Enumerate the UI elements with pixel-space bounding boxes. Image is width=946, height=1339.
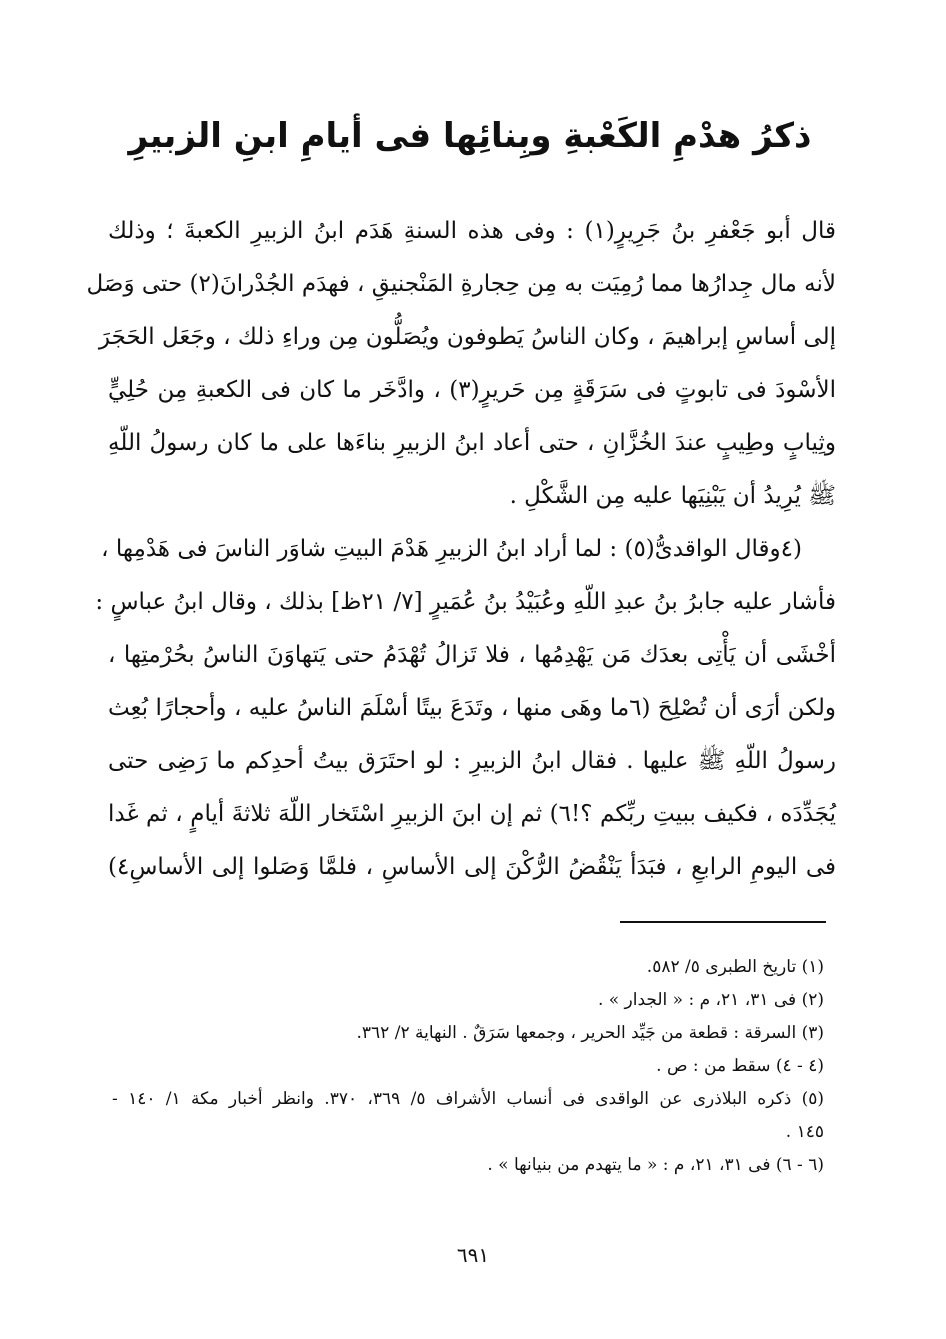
footnote: (٦ - ٦) فى ٣١، ٢١، م : « ما يتهدم من بنيانها » . — [487, 1155, 824, 1175]
chapter-title: ذكرُ هدْمِ الكَعْبةِ وبِنائِها فى أيامِ ابنِ الزبيرِ — [128, 116, 812, 156]
body-text — [86, 205, 837, 894]
footnote: (٤ - ٤) سقط من : ص . — [656, 1056, 824, 1076]
footnote: (٣) السرقة : قطعة من جَيِّد الحرير ، وجمعها سَرَقٌ . النهاية ٢/ ٣٦٢. — [356, 1023, 824, 1043]
footnote: (١) تاريخ الطبرى ٥/ ٥٨٢. — [646, 957, 824, 977]
body-line: أخْشَى أن يَأْتِى بعدَك مَن يَهْدِمُها ، فلا تَزالُ تُهْدَمُ حتى يَتهاوَنَ الناسُ بحُرْمتِها ، — [108, 642, 836, 668]
footnote: (٥) ذكره البلاذرى عن الواقدى فى أنساب الأشراف ٥/ ٣٦٩، ٣٧٠. وانظر أخبار مكة ١/ ١٤٠ - — [112, 1089, 824, 1109]
footnote-continuation: ١٤٥ . — [785, 1122, 824, 1142]
page-number: ٦٩١ — [456, 1243, 490, 1267]
body-line: فأشار عليه جابرُ بنُ عبدِ اللّهِ وعُبَيْدُ بنُ عُمَيرٍ [٧/ ٢١ظ] بذلك ، وقال ابنُ عباسٍ : — [95, 589, 836, 615]
body-line: الأسْودَ فى تابوتٍ فى سَرَقَةٍ مِن حَريرٍ(٣) ، وادَّخَر ما كان فى الكعبةِ مِن حُلِيٍّ — [108, 377, 836, 403]
body-line: (٤وقال الواقدىُّ(٥) : لما أراد ابنُ الزبيرِ هَدْمَ البيتِ شاوَر الناسَ فى هَدْمِها ، — [101, 536, 802, 562]
body-line: رسولُ اللّهِ ﷺ عليها . فقال ابنُ الزبيرِ : لو احتَرَق بيتُ أحدِكم ما رَضِى حتى — [108, 748, 836, 774]
body-line: فى اليومِ الرابعِ ، فبَدَأ يَنْقُضُ الرُّكْنَ إلى الأساسِ ، فلمَّا وَصَلوا إلى الأساسِ٤) — [108, 854, 836, 880]
body-line: قال أبو جَعْفرِ بنُ جَرِيرٍ(١) : وفى هذه السنةِ هَدَم ابنُ الزبيرِ الكعبةَ ؛ وذلك — [108, 218, 836, 244]
body-line: يُجَدِّدَه ، فكيف ببيتِ ربِّكم ؟!٦) ثم إن ابنَ الزبيرِ اسْتَخار اللّهَ ثلاثةَ أيامٍ ، ثم غَدا — [108, 801, 837, 827]
body-line: إلى أساسِ إبراهيمَ ، وكان الناسُ يَطوفون ويُصَلُّون مِن وراءِ ذلك ، وجَعَل الحَجَرَ — [98, 324, 836, 350]
body-line: وثِيابٍ وطِيبٍ عندَ الخُزَّانِ ، حتى أعاد ابنُ الزبيرِ بناءَها على ما كان رسولُ اللّهِ — [108, 430, 836, 456]
footnote-separator — [620, 921, 826, 923]
body-line: ﷺ يُرِيدُ أن يَبْنِيَها عليه مِن الشَّكْلِ . — [509, 483, 836, 509]
footnotes — [112, 951, 824, 1182]
body-line: ولكن أرَى أن تُصْلِحَ (٦ما وهَى منها ، وتَدَعَ بيتًا أسْلَمَ الناسُ عليه ، وأحجارًا بُعِث — [108, 695, 836, 721]
body-line: لأنه مال جِدارُها مما رُمِيَت به مِن حِجارةِ المَنْجنيقِ ، فهدَم الجُدْرانَ(٢) حتى وَصَل — [86, 271, 836, 297]
footnote: (٢) فى ٣١، ٢١، م : « الجدار » . — [597, 990, 824, 1010]
